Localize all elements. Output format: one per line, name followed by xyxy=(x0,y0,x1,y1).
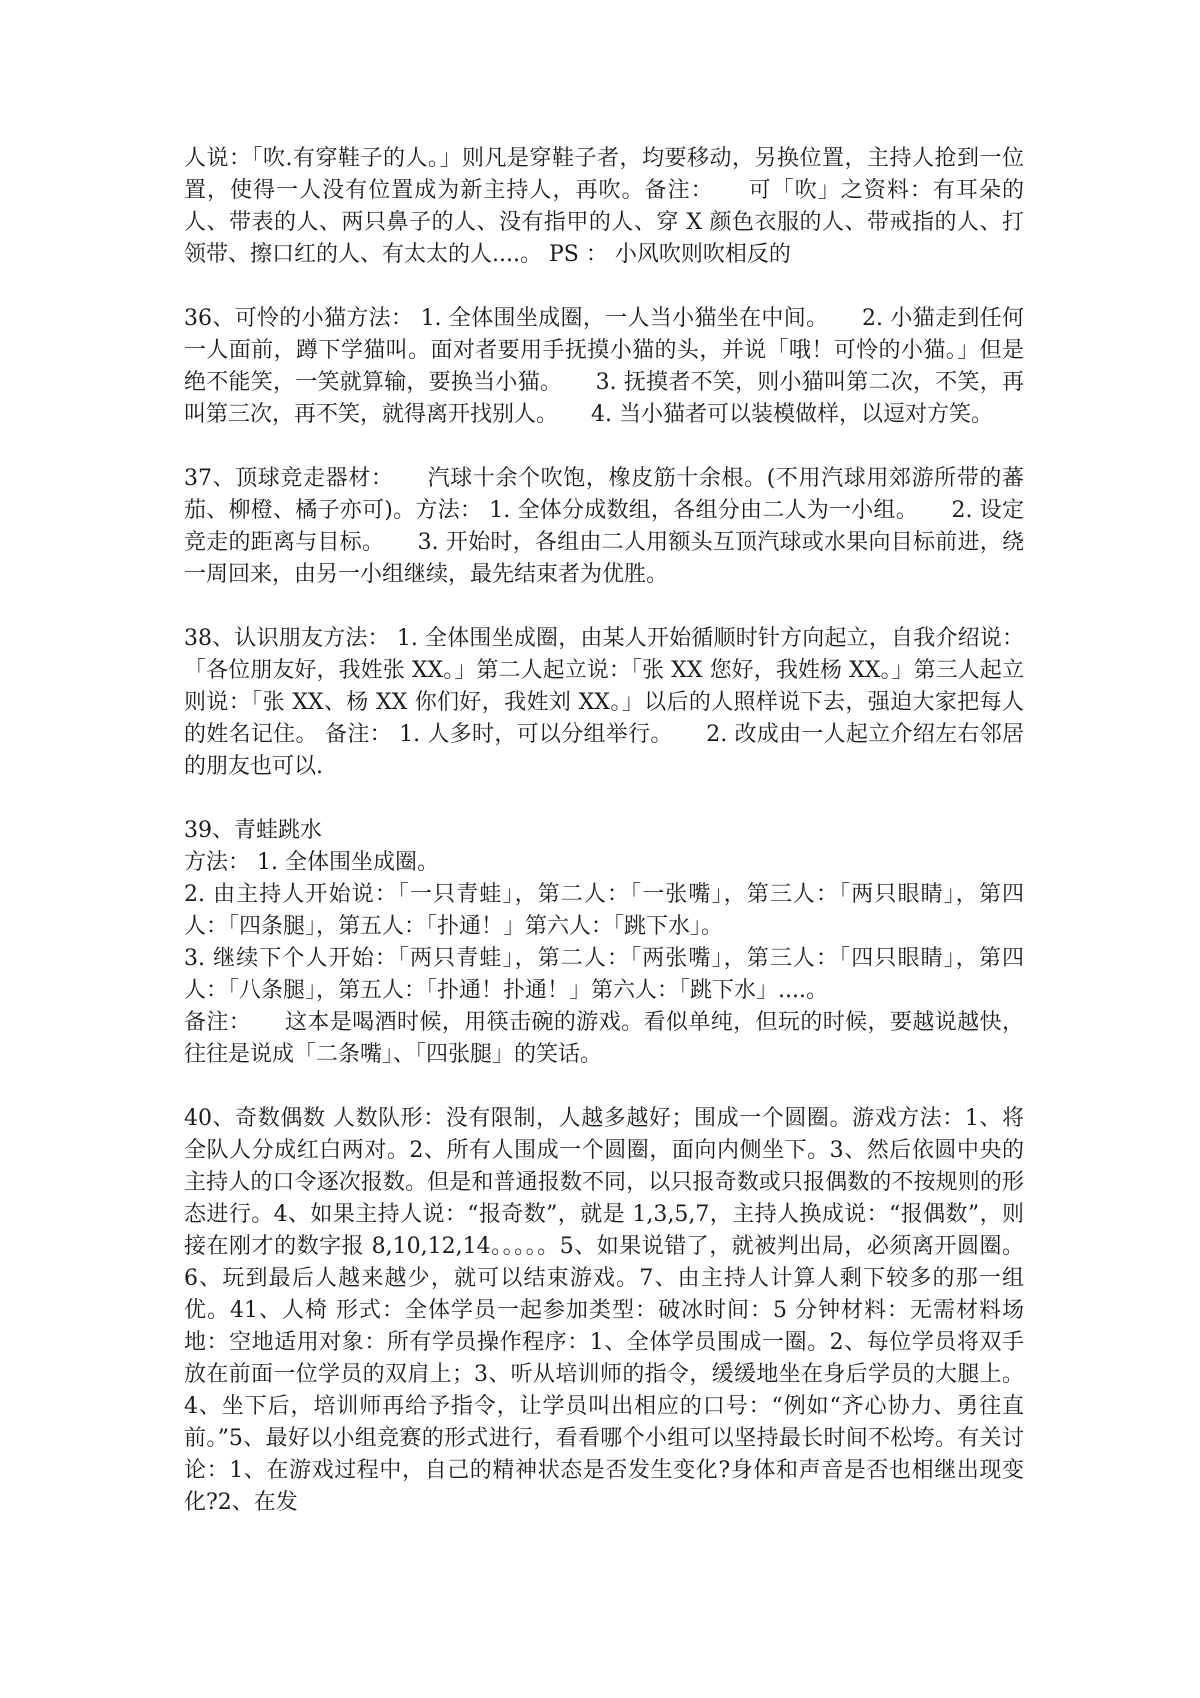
paragraph-37-ball-relay: 37、顶球竞走器材： 汽球十余个吹饱，橡皮筋十余根。(不用汽球用郊游所带的蕃茄、柳橙、橘子亦可)。方法： 1. 全体分成数组，各组分由二人为一小组。 2. 设定竞走的距离与目标。 3. 开始时，各组由二人用额头互顶汽球或水果向目标前进，绕一周回来，由另一小组继续，最先结束者为优胜。 xyxy=(184,466,1024,587)
section-39-frog-jump xyxy=(184,815,1024,1071)
paragraph-35-continued: 人说：「吹.有穿鞋子的人。」则凡是穿鞋子者，均要移动，另换位置，主持人抢到一位置，使得一人没有位置成为新主持人，再吹。备注： 可「吹」之资料：有耳朵的人、带表的人、两只鼻子的人、没有指甲的人、穿 X 颜色衣服的人、带戒指的人、打领带、擦口红的人、有太太的人....。 PS ： 小风吹则吹相反的 xyxy=(184,146,1024,267)
section-39-step-2: 2. 由主持人开始说：「一只青蛙」，第二人：「一张嘴」，第三人：「两只眼睛」，第四人：「四条腿」，第五人：「扑通！」第六人：「跳下水」。 xyxy=(184,882,1024,939)
section-39-step-3: 3. 继续下个人开始：「两只青蛙」，第二人：「两张嘴」，第三人：「四只眼睛」，第四人：「八条腿」，第五人：「扑通！扑通！」第六人：「跳下水」....。 xyxy=(184,946,1024,1003)
section-39-step-1: 方法： 1. 全体围坐成圈。 xyxy=(184,850,439,875)
section-39-title: 39、青蛙跳水 xyxy=(184,818,322,843)
section-39-note: 备注： 这本是喝酒时候，用筷击碗的游戏。看似单纯，但玩的时候，要越说越快，往往是说成「二条嘴」、「四张腿」的笑话。 xyxy=(184,1010,1024,1067)
paragraph-40-odd-even: 40、奇数偶数 人数队形：没有限制，人越多越好；围成一个圆圈。游戏方法：1、将全队人分成红白两对。2、所有人围成一个圆圈，面向内侧坐下。3、然后依圆中央的主持人的口令逐次报数。但是和普通报数不同，以只报奇数或只报偶数的不按规则的形态进行。4、如果主持人说：“报奇数”，就是 1,3,5,7，主持人换成说：“报偶数”，则接在刚才的数字报 8,10,12,14。。。。。5、如果说错了，就被判出局，必须离开圆圈。6、玩到最后人越来越少，就可以结束游戏。7、由主持人计算人剩下较多的那一组优。41、人椅 形式：全体学员一起参加类型：破冰时间：5 分钟材料：无需材料场地：空地适用对象：所有学员操作程序：1、全体学员围成一圈。2、每位学员将双手放在前面一位学员的双肩上；3、听从培训师的指令，缓缓地坐在身后学员的大腿上。4、坐下后，培训师再给予指令，让学员叫出相应的口号：“例如“齐心协力、勇往直前。”5、最好以小组竞赛的形式进行，看看哪个小组可以坚持最长时间不松垮。有关讨论：1、在游戏过程中，自己的精神状态是否发生变化?身体和声音是否也相继出现变化?2、在发 xyxy=(184,1106,1024,1515)
paragraph-38-meet-friends: 38、认识朋友方法： 1. 全体围坐成圈，由某人开始循顺时针方向起立，自我介绍说：「各位朋友好，我姓张 XX。」第二人起立说：「张 XX 您好，我姓杨 XX。」第三人起立则说：「张 XX、杨 XX 你们好，我姓刘 XX。」以后的人照样说下去，强迫大家把每人的姓名记住。 备注： 1. 人多时，可以分组举行。 2. 改成由一人起立介绍左右邻居的朋友也可以. xyxy=(184,626,1024,779)
paragraph-36-pitiful-kitten: 36、可怜的小猫方法： 1. 全体围坐成圈，一人当小猫坐在中间。 2. 小猫走到任何一人面前，蹲下学猫叫。面对者要用手抚摸小猫的头，并说「哦！可怜的小猫。」但是绝不能笑，一笑就算输，要换当小猫。 3. 抚摸者不笑，则小猫叫第二次，不笑，再叫第三次，再不笑，就得离开找别人。 4. 当小猫者可以装模做样，以逗对方笑。 xyxy=(184,306,1024,427)
document-body xyxy=(184,143,1024,1551)
